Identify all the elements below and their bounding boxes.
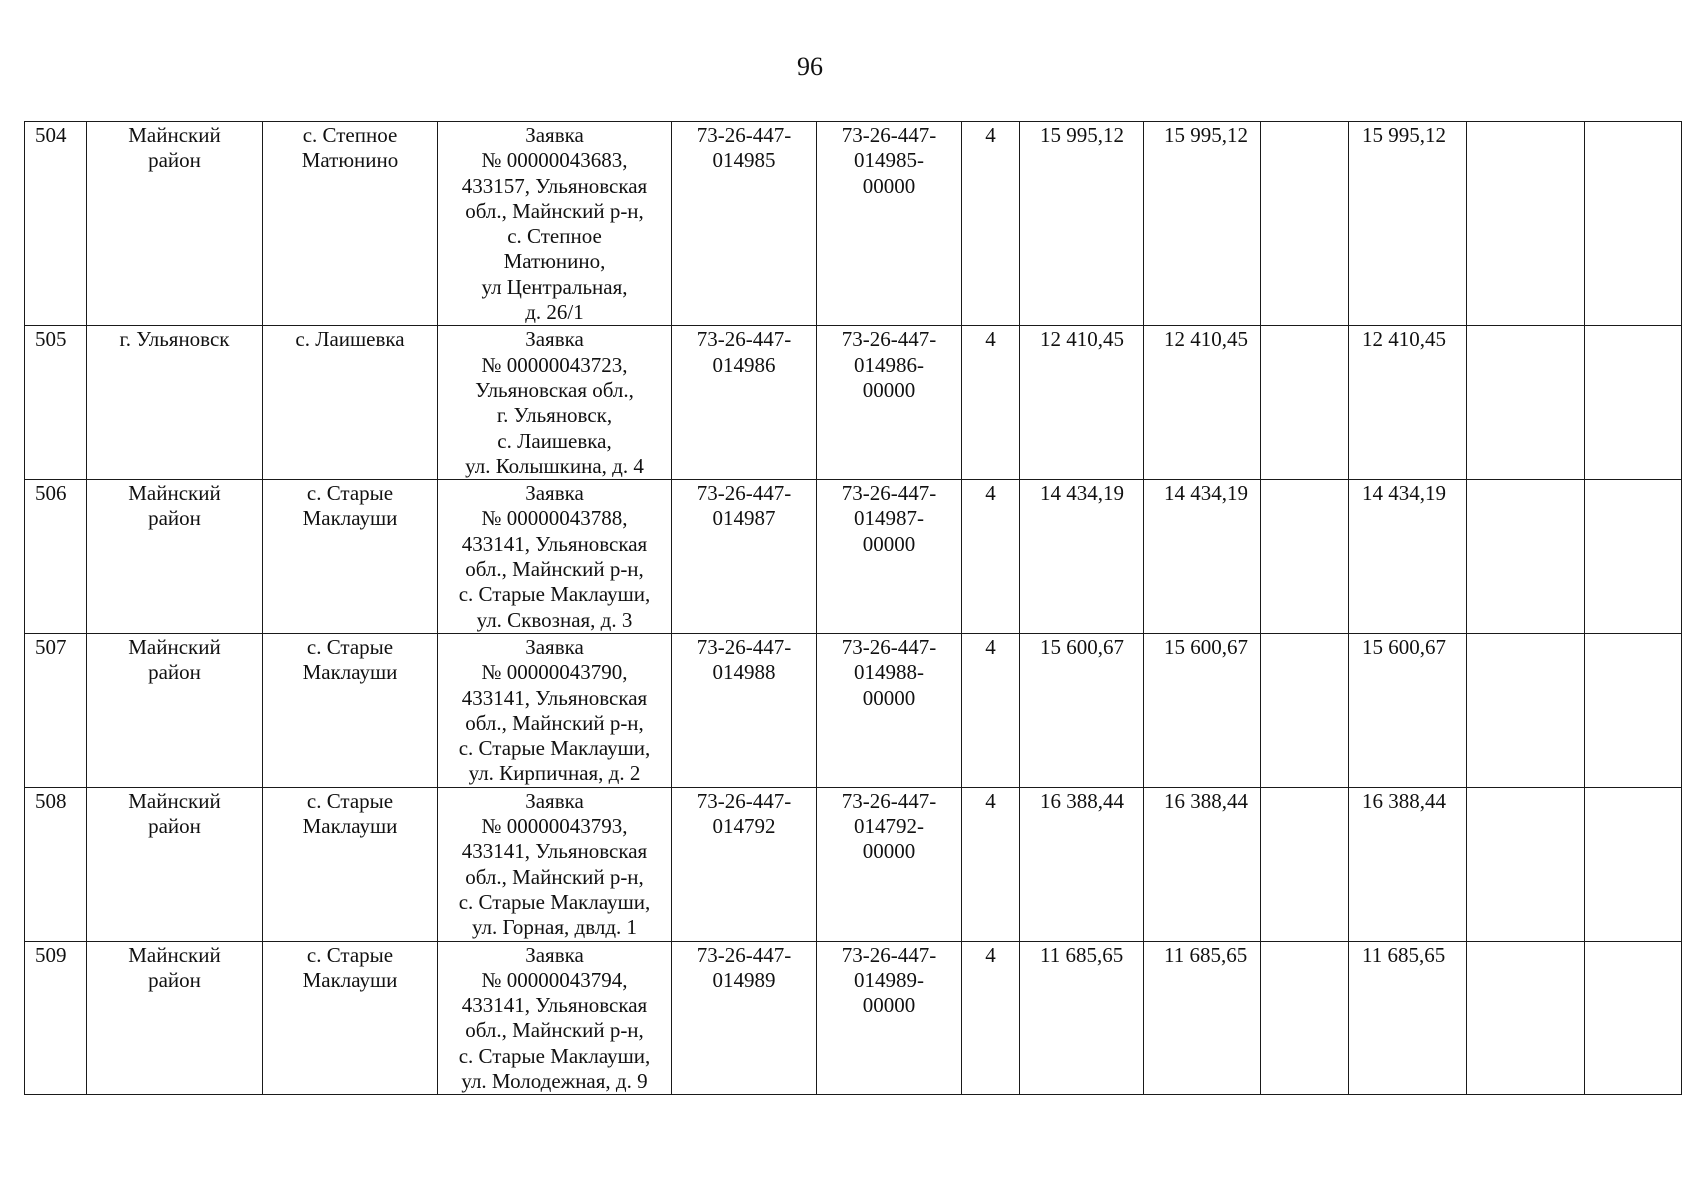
object-code-cell	[817, 941, 962, 1095]
object-code-line: 73-26-447-	[841, 942, 937, 967]
settlement-cell	[263, 122, 438, 326]
amount-4-cell: 15 600,67	[1349, 633, 1467, 787]
request-address-line: обл., Майнский р-н,	[465, 864, 644, 889]
request-address-line: ул. Колышкина, д. 4	[465, 453, 644, 478]
amount-2-cell: 12 410,45	[1144, 326, 1261, 480]
amount-2-cell: 16 388,44	[1144, 787, 1261, 941]
request-address-line: № 00000043793,	[481, 814, 628, 839]
extra-2-cell	[1585, 122, 1682, 326]
request-address-line: г. Ульяновск,	[496, 403, 613, 428]
cadastral-code-line: 014989	[712, 967, 776, 992]
cadastral-code-cell	[672, 941, 817, 1095]
district-line: Майнский	[128, 123, 221, 147]
settlement-line: Маклауши	[302, 814, 398, 839]
row-number-cell: 505	[25, 326, 87, 480]
count-cell: 4	[962, 633, 1020, 787]
district-line: Майнский	[128, 942, 221, 967]
request-address-line: обл., Майнский р-н,	[465, 710, 644, 735]
district-line: г. Ульяновск	[119, 327, 230, 352]
amount-1-cell: 14 434,19	[1020, 480, 1144, 634]
district-cell	[87, 941, 263, 1095]
extra-1-cell	[1467, 122, 1585, 326]
request-address-line: Заявка	[525, 481, 584, 506]
request-address-line: № 00000043723,	[481, 352, 628, 377]
request-address-line: № 00000043790,	[481, 660, 628, 685]
amount-4-cell: 11 685,65	[1349, 941, 1467, 1095]
settlement-line: Маклауши	[302, 660, 398, 685]
object-code-line: 73-26-447-	[841, 788, 937, 813]
request-address-line: 433157, Ульяновская	[461, 173, 648, 198]
amount-2-cell: 11 685,65	[1144, 941, 1261, 1095]
amount-3-cell	[1261, 480, 1349, 634]
cadastral-code-line: 73-26-447-	[696, 123, 792, 147]
object-code-line: 014986-	[854, 352, 924, 377]
amount-1-cell: 16 388,44	[1020, 787, 1144, 941]
request-address-line: обл., Майнский р-н,	[465, 1018, 644, 1043]
settlement-cell	[263, 941, 438, 1095]
request-address-line: с. Старые Маклауши,	[458, 736, 651, 761]
request-address-line: Заявка	[525, 788, 584, 813]
cadastral-code-line: 014987	[712, 506, 776, 531]
request-address-cell	[438, 480, 672, 634]
amount-1-cell: 15 600,67	[1020, 633, 1144, 787]
cadastral-code-line: 73-26-447-	[696, 327, 792, 352]
amount-1-cell: 15 995,12	[1020, 122, 1144, 326]
table-row	[25, 787, 1682, 941]
cadastral-code-cell	[672, 326, 817, 480]
request-address-line: обл., Майнский р-н,	[465, 557, 644, 582]
registry-table-body	[25, 122, 1682, 1095]
district-line: район	[148, 506, 201, 531]
district-line: Майнский	[128, 481, 221, 506]
district-cell	[87, 326, 263, 480]
district-line: район	[148, 967, 201, 992]
object-code-line: 014792-	[854, 814, 924, 839]
request-address-cell	[438, 326, 672, 480]
request-address-line: с. Старые Маклауши,	[458, 889, 651, 914]
settlement-line: с. Старые	[306, 634, 394, 659]
amount-3-cell	[1261, 941, 1349, 1095]
row-number-cell: 504	[25, 122, 87, 326]
request-address-line: с. Степное	[507, 224, 602, 249]
request-address-line: с. Старые Маклауши,	[458, 582, 651, 607]
extra-2-cell	[1585, 480, 1682, 634]
row-number-cell: 506	[25, 480, 87, 634]
amount-1-cell: 11 685,65	[1020, 941, 1144, 1095]
request-address-line: Ульяновская обл.,	[475, 377, 634, 402]
cadastral-code-line: 73-26-447-	[696, 634, 792, 659]
request-address-line: ул. Молодежная, д. 9	[461, 1068, 648, 1093]
extra-2-cell	[1585, 633, 1682, 787]
object-code-line: 00000	[862, 685, 916, 710]
object-code-line: 73-26-447-	[841, 327, 937, 352]
object-code-line: 00000	[862, 839, 916, 864]
request-address-line: обл., Майнский р-н,	[465, 198, 644, 223]
object-code-cell	[817, 480, 962, 634]
amount-2-cell: 15 995,12	[1144, 122, 1261, 326]
cadastral-code-cell	[672, 633, 817, 787]
settlement-line: с. Старые	[306, 788, 394, 813]
cadastral-code-line: 014986	[712, 352, 776, 377]
request-address-line: № 00000043788,	[481, 506, 628, 531]
cadastral-code-line: 014792	[712, 814, 776, 839]
cadastral-code-cell	[672, 787, 817, 941]
object-code-line: 00000	[862, 173, 916, 198]
count-cell: 4	[962, 480, 1020, 634]
district-cell	[87, 480, 263, 634]
object-code-line: 00000	[862, 377, 916, 402]
request-address-cell	[438, 941, 672, 1095]
amount-3-cell	[1261, 787, 1349, 941]
request-address-line: с. Лаишевка,	[497, 428, 612, 453]
request-address-line: № 00000043683,	[481, 148, 628, 173]
object-code-line: 73-26-447-	[841, 123, 937, 147]
district-line: Майнский	[128, 634, 221, 659]
cadastral-code-cell	[672, 480, 817, 634]
object-code-cell	[817, 633, 962, 787]
request-address-line: ул Центральная,	[481, 274, 628, 299]
district-cell	[87, 122, 263, 326]
request-address-cell	[438, 122, 672, 326]
district-line: район	[148, 148, 201, 173]
cadastral-code-cell	[672, 122, 817, 326]
count-cell: 4	[962, 787, 1020, 941]
settlement-cell	[263, 480, 438, 634]
object-code-line: 014988-	[854, 660, 924, 685]
object-code-line: 73-26-447-	[841, 634, 937, 659]
amount-4-cell: 12 410,45	[1349, 326, 1467, 480]
extra-1-cell	[1467, 326, 1585, 480]
object-code-line: 00000	[862, 531, 916, 556]
object-code-line: 014985-	[854, 148, 924, 173]
row-number-cell: 508	[25, 787, 87, 941]
request-address-line: Заявка	[525, 327, 584, 352]
amount-3-cell	[1261, 122, 1349, 326]
amount-4-cell: 16 388,44	[1349, 787, 1467, 941]
cadastral-code-line: 014985	[712, 148, 776, 173]
amount-2-cell: 15 600,67	[1144, 633, 1261, 787]
extra-2-cell	[1585, 941, 1682, 1095]
extra-2-cell	[1585, 787, 1682, 941]
settlement-line: с. Степное	[302, 123, 398, 147]
request-address-line: ул. Сквозная, д. 3	[476, 607, 633, 632]
district-cell	[87, 633, 263, 787]
settlement-cell	[263, 326, 438, 480]
request-address-cell	[438, 633, 672, 787]
settlement-line: Маклауши	[302, 967, 398, 992]
request-address-line: Заявка	[525, 123, 584, 147]
table-row	[25, 326, 1682, 480]
district-line: район	[148, 660, 201, 685]
row-number-cell: 509	[25, 941, 87, 1095]
object-code-line: 014989-	[854, 967, 924, 992]
cadastral-code-line: 73-26-447-	[696, 788, 792, 813]
request-address-line: ул. Кирпичная, д. 2	[468, 761, 641, 786]
table-row	[25, 122, 1682, 326]
request-address-line: Заявка	[525, 942, 584, 967]
extra-2-cell	[1585, 326, 1682, 480]
cadastral-code-line: 73-26-447-	[696, 481, 792, 506]
request-address-line: 433141, Ульяновская	[461, 685, 648, 710]
count-cell: 4	[962, 122, 1020, 326]
amount-3-cell	[1261, 633, 1349, 787]
settlement-line: Матюнино	[301, 148, 399, 173]
table-row	[25, 480, 1682, 634]
table-row	[25, 633, 1682, 787]
request-address-cell	[438, 787, 672, 941]
cadastral-code-line: 73-26-447-	[696, 942, 792, 967]
amount-4-cell: 15 995,12	[1349, 122, 1467, 326]
table-row	[25, 941, 1682, 1095]
count-cell: 4	[962, 941, 1020, 1095]
extra-1-cell	[1467, 941, 1585, 1095]
request-address-line: Матюнино,	[503, 249, 606, 274]
request-address-line: 433141, Ульяновская	[461, 531, 648, 556]
extra-1-cell	[1467, 787, 1585, 941]
object-code-cell	[817, 787, 962, 941]
settlement-line: Маклауши	[302, 506, 398, 531]
amount-1-cell: 12 410,45	[1020, 326, 1144, 480]
extra-1-cell	[1467, 633, 1585, 787]
request-address-line: 433141, Ульяновская	[461, 839, 648, 864]
object-code-line: 00000	[862, 993, 916, 1018]
extra-1-cell	[1467, 480, 1585, 634]
row-number-cell: 507	[25, 633, 87, 787]
request-address-line: № 00000043794,	[481, 967, 628, 992]
count-cell: 4	[962, 326, 1020, 480]
district-cell	[87, 787, 263, 941]
object-code-line: 014987-	[854, 506, 924, 531]
district-line: Майнский	[128, 788, 221, 813]
district-line: район	[148, 814, 201, 839]
object-code-cell	[817, 122, 962, 326]
amount-4-cell: 14 434,19	[1349, 480, 1467, 634]
settlement-line: с. Старые	[306, 942, 394, 967]
request-address-line: д. 26/1	[525, 300, 584, 325]
request-address-line: ул. Горная, двлд. 1	[471, 915, 638, 940]
settlement-cell	[263, 633, 438, 787]
amount-2-cell: 14 434,19	[1144, 480, 1261, 634]
registry-table	[24, 121, 1682, 1095]
settlement-cell	[263, 787, 438, 941]
amount-3-cell	[1261, 326, 1349, 480]
page-number: 96	[797, 52, 823, 81]
settlement-line: с. Лаишевка	[295, 327, 405, 352]
object-code-line: 73-26-447-	[841, 481, 937, 506]
settlement-line: с. Старые	[306, 481, 394, 506]
request-address-line: 433141, Ульяновская	[461, 993, 648, 1018]
cadastral-code-line: 014988	[712, 660, 776, 685]
request-address-line: с. Старые Маклауши,	[458, 1043, 651, 1068]
object-code-cell	[817, 326, 962, 480]
request-address-line: Заявка	[525, 634, 584, 659]
